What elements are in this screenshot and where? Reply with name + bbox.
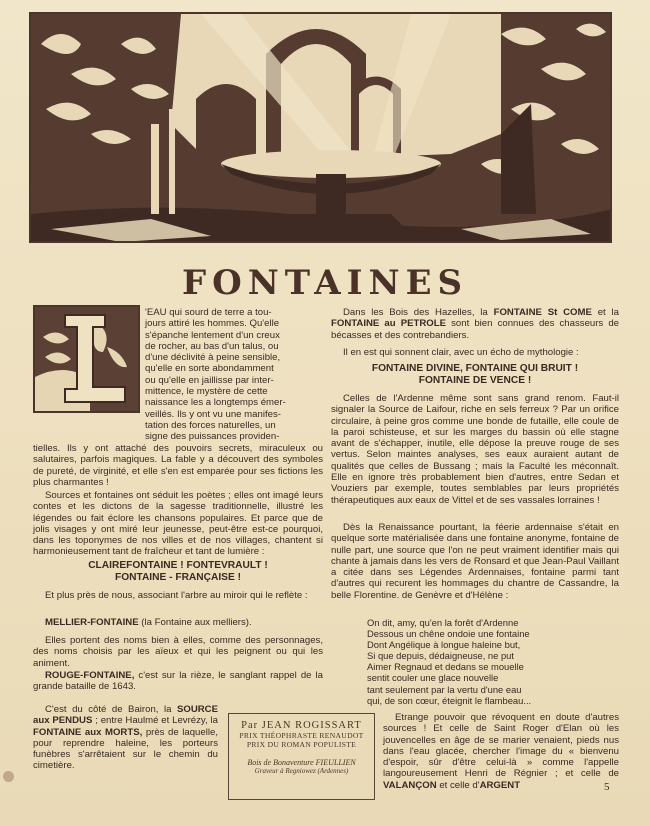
paper-stain	[3, 771, 14, 782]
paragraph-strange-power	[383, 712, 619, 791]
paragraph-poets: Sources et fontaines ont séduit les poètes ; elles ont imagé leurs contes et les dictons de la sagesse traditionnelle, illustré les légendes ou fait éclore les chansons populaires. Et parce que de jolis visages y ont miré leur jeunesse, peut-être est-ce pourquoi, dans les toponymes de nos villes et de nos villages, chantent si harmonieusement tant de fraîcheur et tant de lumière :	[33, 490, 323, 558]
poem-line: On dit, amy, qu'en la forêt d'Ardenne	[367, 617, 519, 628]
intro-line: tation des forces naturelles, un	[145, 419, 276, 431]
divine-line-1: FONTAINE DIVINE, FONTAINE QUI BRUIT !	[371, 363, 579, 374]
poem-line: Aimer Regnaud et dedans se mouelle	[367, 661, 524, 673]
fountain-woodcut-drawing	[31, 14, 612, 243]
intro-line: naissance les a longtemps émer-	[145, 397, 286, 409]
strange-power-text-2: et celle d'	[436, 779, 480, 791]
hazelles-text-2: et la	[591, 307, 619, 318]
article-title: FONTAINES	[181, 263, 469, 303]
paragraph-renaissance: Dès la Renaissance pourtant, la féerie ardennaise s'était en quelque sorte matérialisée dans une fontaine anonyme, fontaine de nulle part, une source que l'on ne peut vraiment identifier mais qui chante à jamais dans les vers de Ronsard et que Jean-Paul Vaillant a citée dans ses Légendes Ardennaises, fontaine parmi tant d'autres qui recurent les hommages du chantre de Cassandre, la belle Florentine. de Genèvre et d'Hélène :	[331, 522, 619, 601]
fontaine-st-come: FONTAINE St COME	[493, 307, 592, 318]
divine-line-2: FONTAINE DE VENCE !	[418, 375, 532, 386]
intro-paragraph-continued: tielles. Ils y ont attaché des pouvoirs secrets, miraculeux ou salutaires, parfois magiques. La fable y a découvert des symboles de pureté, de virginité, et elle s'en est emparée pour ses fictions les plus charmantes !	[33, 443, 323, 488]
strange-power-text: Etrange pouvoir que révoquent en doute d'autres sources ! Et celle de Saint Roger d'Elan où les jouvencelles en âge de se marier venaient, pieds nus dans l'eau glacée, chercher l'image du « bienvenu d'espoir, sûr d'être celui-là » comme l'appelle langoureusement Henri de Régnier ; et celle de	[383, 712, 619, 780]
poem-line: Dont Angélique à longue haleine but,	[367, 639, 521, 651]
fontaine-morts: FONTAINE aux MORTS,	[33, 726, 143, 738]
intro-line: d'une déclivité à peine sensible,	[145, 352, 281, 364]
intro-line: 'EAU qui sourd de terre a tou-	[145, 307, 272, 318]
valancon-name: VALANÇON	[383, 779, 437, 791]
bairon-text: C'est du côté de Bairon, la	[45, 704, 177, 715]
intro-line: de rocher, au bas d'un talus, ou	[145, 340, 279, 352]
paragraph-hazelles	[331, 307, 619, 341]
illustration-credit: Bois de Bonaventure FIEULLIEN	[247, 758, 356, 767]
intro-line: jours attiré les hommes. Qu'elle	[145, 318, 280, 330]
hazelles-text-3: sont bien connues des chasseurs de bécasses et des contrebandiers.	[331, 318, 619, 341]
poem-line: Si que depuis, dédaigneuse, ne put	[367, 650, 514, 662]
ornamental-initial-drawing	[35, 307, 138, 411]
paragraph-rouge	[33, 670, 323, 693]
bairon-text-2: ; entre Haulmé et Levrézy, la	[92, 715, 218, 727]
intro-line: veillés. Ils y ont vu une manifes-	[145, 408, 281, 420]
intro-line: qu'elle en sorte abondamment	[145, 363, 274, 375]
bairon-text-3: près de laquelle, pour reprendre haleine, les porteurs funèbres s'arrêtaient sur le chemin du cimetière.	[33, 726, 218, 772]
prize-populiste: PRIX DU ROMAN POPULISTE	[246, 740, 357, 749]
mellier-description: (la Fontaine aux melliers).	[138, 617, 252, 628]
place-names-line-2: FONTAINE - FRANÇAISE !	[114, 572, 241, 583]
fountain-woodcut-illustration	[29, 12, 612, 243]
intro-line: mittence, le mystère de cette	[145, 386, 268, 398]
rouge-description: c'est sur la rièze, le sanglant rappel de la grande bataille de 1643.	[33, 670, 323, 693]
source-pendus: SOURCE aux PENDUS	[33, 704, 218, 727]
intro-line: signe des puissances providen-	[145, 431, 280, 443]
author-credit-box	[228, 713, 375, 800]
drop-cap-letter-l	[33, 305, 140, 413]
fontaine-petrole: FONTAINE au PETROLE	[331, 318, 447, 330]
paragraph-mirror: Et plus près de nous, associant l'arbre au miroir qui le reflète :	[45, 590, 308, 601]
paragraph-names: Elles portent des noms bien à elles, comme des personnages, des noms choisis par les aïeux et qui les peignent ou qui les animent.	[33, 635, 323, 669]
author-name: Par JEAN ROGISSART	[241, 720, 362, 731]
rouge-name: ROUGE-FONTAINE,	[45, 670, 135, 681]
place-names-line-1: CLAIREFONTAINE ! FONTEVRAULT !	[88, 560, 268, 571]
poem-line: Dessous un chêne ondoie une fontaine	[367, 628, 530, 640]
ronsard-poem	[367, 617, 607, 706]
paragraph-ardenne: Celles de l'Ardenne même sont sans grand renom. Faut-il signaler la Source de Laifour, riche en sels ferreux ? Par un orifice circulaire, à peine gros comme une bonde de futaille, elle coule de la paroi schisteuse, et sur les marges du bassin où elle stagne avant de s'échapper, inutile, elle dépose la preuve rouge de ses vertus. Selon maintes analyses, ses eaux auraient autant de qualités que celles de Bussang ; mais la Faculté les méconnaît. Elle en ignore très probablement bien d'autres, entre Sedan et Vouziers par exemple, toutes semblables par leurs propriétés thérapeutiques aux eaux de Vittel et de ses vassales lorraines !	[331, 393, 619, 506]
engraver-credit: Graveur à Regniowez (Ardennes)	[254, 767, 349, 775]
intro-paragraph-wrap	[145, 307, 320, 443]
hazelles-text: Dans les Bois des Hazelles, la	[343, 307, 494, 318]
prize-renaudot: PRIX THÉOPHRASTE RENAUDOT	[239, 731, 364, 740]
poem-line: qui, de son cœur, éteignit le flambeau...	[367, 694, 532, 706]
poem-line: sentit couler une glace nouvelle	[367, 672, 499, 684]
intro-line: ou qu'elle en jaillisse par inter-	[145, 374, 274, 386]
paragraph-mellier	[33, 617, 323, 628]
poem-line: tant seulement par la vertu d'une eau	[367, 683, 522, 695]
paragraph-mythology: Il en est qui sonnent clair, avec un écho de mythologie :	[343, 347, 579, 358]
mellier-name: MELLIER-FONTAINE	[45, 617, 139, 628]
argent-name: ARGENT	[479, 779, 521, 791]
page-number: 5	[604, 781, 610, 793]
paragraph-bairon	[33, 704, 218, 772]
intro-line: s'épanche lentement d'un creux	[145, 329, 280, 341]
